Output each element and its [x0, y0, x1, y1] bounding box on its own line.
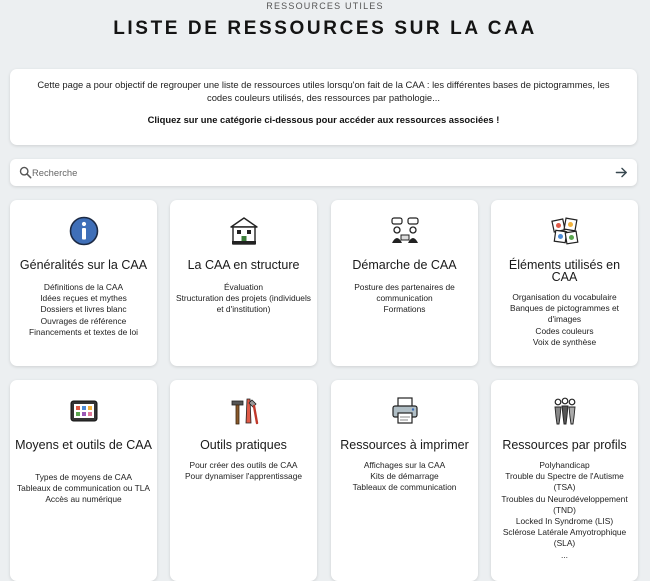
card-title: Éléments utilisés en CAA — [508, 258, 621, 284]
card-item: Pour dynamiser l'apprentissage — [184, 471, 303, 482]
card-item: Types de moyens de CAA — [35, 472, 132, 482]
communication-icon — [389, 215, 421, 247]
card-item: Définitions de la CAA — [43, 282, 124, 292]
card-item: Posture des partenaires de communication — [354, 282, 455, 304]
intro-call-to-action: Cliquez sur une catégorie ci-dessous pour accéder aux ressources associées ! — [147, 114, 500, 125]
tools-icon — [228, 395, 260, 427]
page-title: LISTE DE RESSOURCES SUR LA CAA — [113, 18, 537, 39]
card-item: Tableaux de communication ou TLA — [17, 483, 150, 494]
pictograms-icon — [549, 215, 581, 247]
card-item: Polyhandicap — [539, 460, 590, 470]
card-title: Outils pratiques — [200, 438, 287, 452]
card-item: Troubles du Neurodéveloppement (TND) — [501, 493, 628, 515]
card-item: Banques de pictogrammes et d'images — [510, 303, 619, 325]
card-title: Ressources à imprimer — [340, 438, 469, 452]
intro-text: Cette page a pour objectif de regrouper une liste de ressources utiles lorsqu'on fait de la CAA : les différentes bases de pictogrammes, les codes couleurs utilisés, des ressources par pathologie... — [37, 79, 610, 103]
card-title: Démarche de CAA — [352, 258, 457, 272]
card-caa-en-structure[interactable] — [170, 200, 317, 366]
card-item: Tableaux de communication — [352, 482, 457, 493]
card-item: Affichages sur la CAA — [363, 460, 446, 470]
search-icon — [19, 166, 32, 179]
card-item-list — [495, 460, 634, 561]
search-input[interactable] — [32, 163, 602, 182]
card-generalites[interactable] — [10, 200, 157, 366]
card-item: Idées reçues et mythes — [40, 293, 127, 304]
card-item: Trouble du Spectre de l'Autisme (TSA) — [505, 471, 624, 493]
card-item: Codes couleurs — [535, 325, 594, 336]
card-item: Dossiers et livres blanc — [40, 304, 127, 315]
card-item: Accès au numérique — [45, 494, 122, 505]
printer-icon — [389, 395, 421, 427]
card-item: Sclérose Latérale Amyotrophique (SLA) — [502, 527, 627, 549]
page-eyebrow: RESSOURCES UTILES — [266, 1, 384, 11]
card-item: Pour créer des outils de CAA — [189, 460, 298, 470]
info-icon — [68, 215, 100, 247]
arrow-right-icon[interactable] — [615, 166, 628, 179]
card-item: Financements et textes de loi — [29, 326, 138, 337]
card-item: Ouvrages de référence — [40, 315, 127, 326]
card-elements-utilises[interactable] — [491, 200, 638, 366]
card-item: Formations — [383, 304, 426, 315]
card-item-list — [14, 282, 153, 338]
card-ressources-a-imprimer[interactable] — [331, 380, 478, 581]
card-item-list — [174, 460, 313, 482]
card-item: Voix de synthèse — [532, 336, 597, 347]
card-item: ... — [561, 549, 568, 560]
card-moyens-et-outils[interactable] — [10, 380, 157, 581]
card-item: Évaluation — [223, 282, 264, 292]
card-item-list — [335, 282, 474, 316]
card-title: Généralités sur la CAA — [19, 258, 148, 272]
card-item: Organisation du vocabulaire — [512, 292, 617, 302]
people-icon — [549, 395, 581, 427]
card-item-list — [335, 460, 474, 494]
intro-panel — [10, 69, 637, 145]
card-item: Locked In Syndrome (LIS) — [515, 516, 614, 527]
card-demarche-de-caa[interactable] — [331, 200, 478, 366]
card-title: La CAA en structure — [187, 258, 300, 272]
card-item-list — [174, 282, 313, 316]
building-icon — [228, 215, 260, 247]
card-outils-pratiques[interactable] — [170, 380, 317, 581]
card-title: Moyens et outils de CAA — [15, 438, 152, 452]
card-title: Ressources par profils — [502, 438, 627, 452]
card-item: Kits de démarrage — [370, 471, 439, 482]
card-item-list — [495, 292, 634, 348]
card-item-list — [14, 472, 153, 506]
search-bar — [10, 159, 637, 186]
card-item: Structuration des projets (individuels et d'institution) — [176, 293, 311, 315]
tablet-icon — [68, 395, 100, 427]
card-ressources-par-profils[interactable] — [491, 380, 638, 581]
